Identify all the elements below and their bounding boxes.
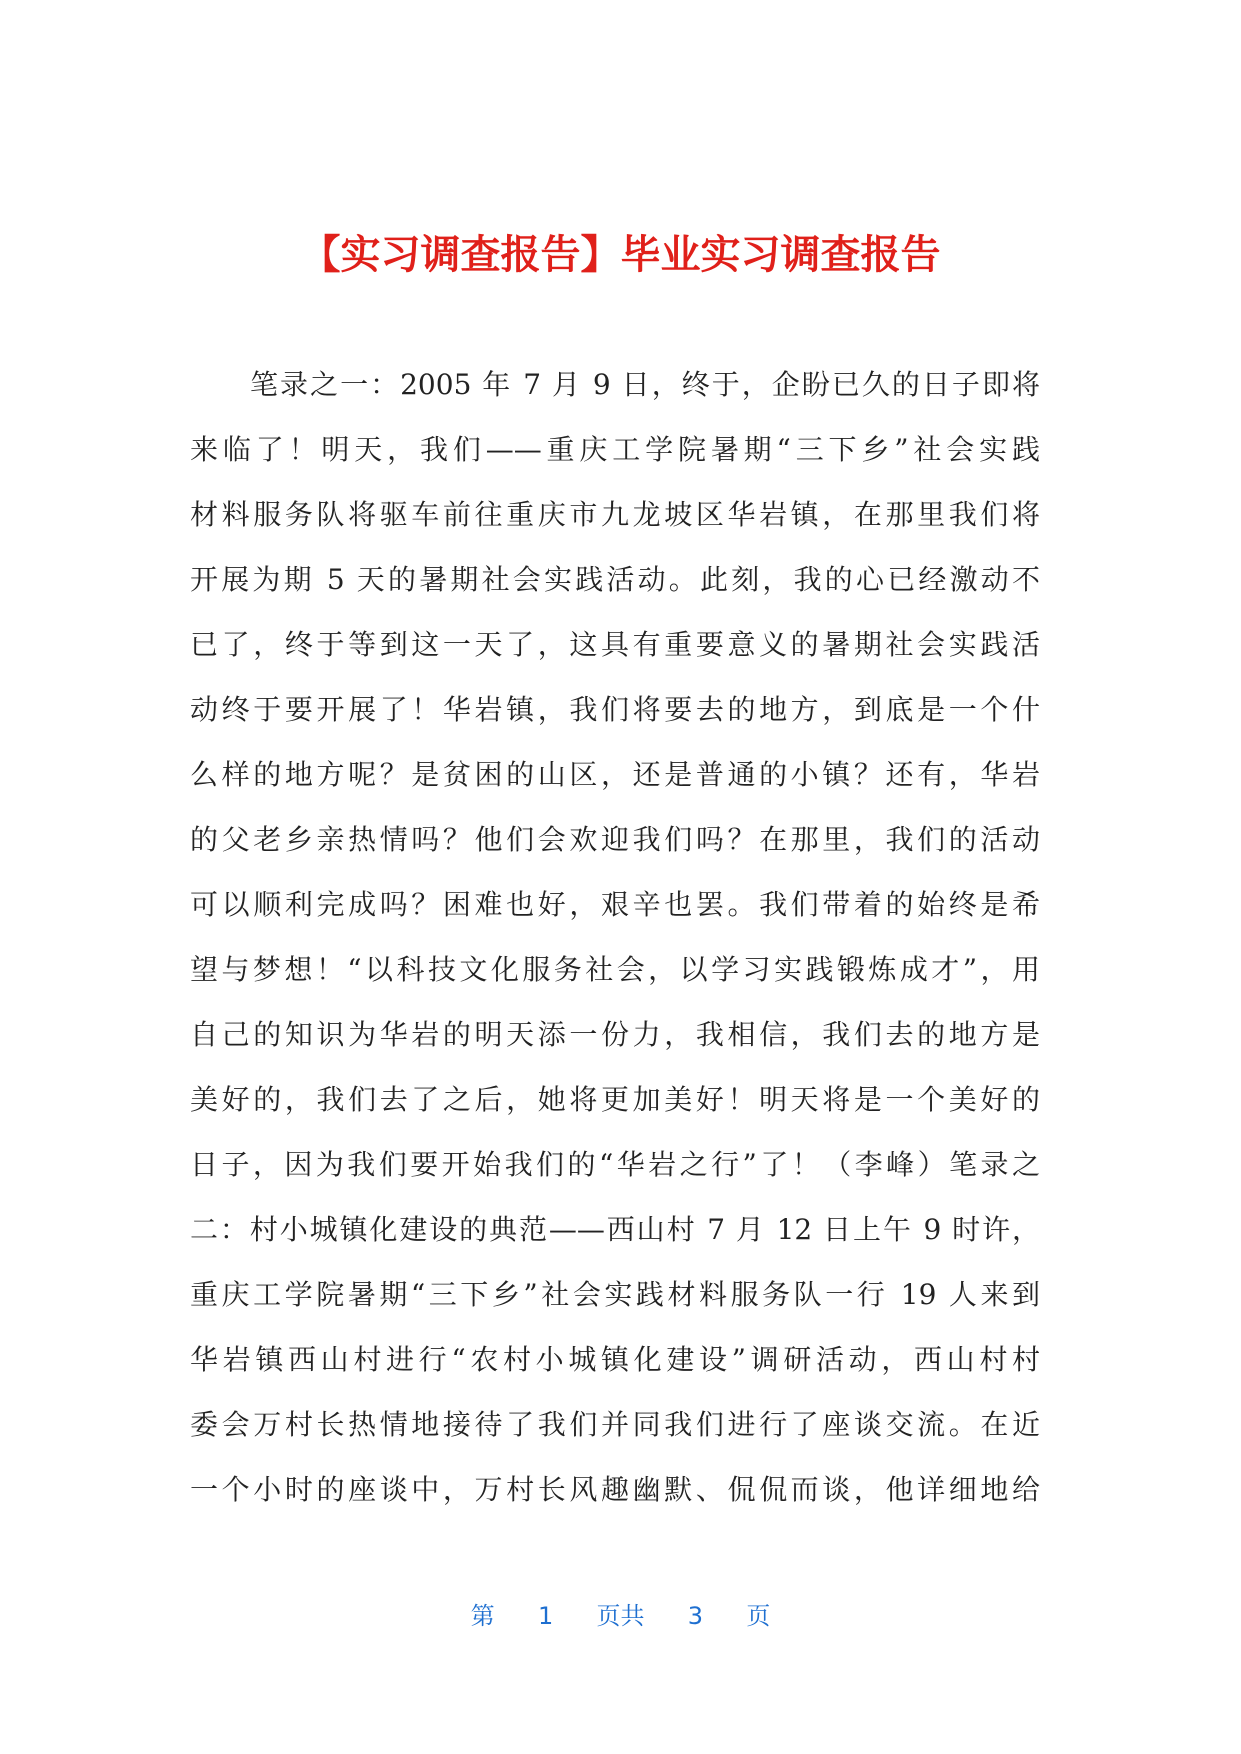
page-label-prefix: 第 xyxy=(470,1602,495,1630)
document-title: 【实习调查报告】毕业实习调查报告 xyxy=(300,231,941,278)
body-line: 动终于要开展了！华岩镇，我们将要去的地方，到底是一个什 xyxy=(190,693,1040,726)
body-line: 开展为期 5 天的暑期社会实践活动。此刻，我的心已经激动不 xyxy=(190,563,1040,596)
page-number-current: 1 xyxy=(537,1602,554,1630)
body-line: 华岩镇西山村进行“农村小城镇化建设”调研活动，西山村村 xyxy=(190,1343,1040,1376)
page-label-suffix: 页 xyxy=(746,1602,771,1630)
body-line: 可以顺利完成吗？困难也好，艰辛也罢。我们带着的始终是希 xyxy=(190,888,1040,921)
body-line: 已了，终于等到这一天了，这具有重要意义的暑期社会实践活 xyxy=(190,628,1040,661)
body-line: 日子，因为我们要开始我们的“华岩之行”了！（李峰）笔录之 xyxy=(190,1148,1040,1181)
body-line: 二：村小城镇化建设的典范——西山村 7 月 12 日上午 9 时许， xyxy=(190,1213,1040,1246)
body-line: 来临了！明天，我们——重庆工学院暑期“三下乡”社会实践 xyxy=(190,433,1040,466)
body-line: 自己的知识为华岩的明天添一份力，我相信，我们去的地方是 xyxy=(190,1018,1040,1051)
document-body xyxy=(190,352,1040,1522)
page-number-total: 3 xyxy=(687,1602,704,1630)
body-line: 美好的，我们去了之后，她将更加美好！明天将是一个美好的 xyxy=(190,1083,1040,1116)
body-line: 笔录之一：2005 年 7 月 9 日，终于，企盼已久的日子即将 xyxy=(250,368,1040,401)
body-line: 望与梦想！“以科技文化服务社会，以学习实践锻炼成才”，用 xyxy=(190,953,1040,986)
body-line: 的父老乡亲热情吗？他们会欢迎我们吗？在那里，我们的活动 xyxy=(190,823,1040,856)
body-line: 一个小时的座谈中，万村长风趣幽默、侃侃而谈，他详细地给 xyxy=(190,1473,1040,1506)
body-line: 材料服务队将驱车前往重庆市九龙坡区华岩镇，在那里我们将 xyxy=(190,498,1040,531)
body-line: 委会万村长热情地接待了我们并同我们进行了座谈交流。在近 xyxy=(190,1408,1040,1441)
body-line: 么样的地方呢？是贫困的山区，还是普通的小镇？还有，华岩 xyxy=(190,758,1040,791)
page-footer xyxy=(0,1600,1241,1632)
page-label-mid: 页共 xyxy=(596,1602,645,1630)
body-line: 重庆工学院暑期“三下乡”社会实践材料服务队一行 19 人来到 xyxy=(190,1278,1040,1311)
